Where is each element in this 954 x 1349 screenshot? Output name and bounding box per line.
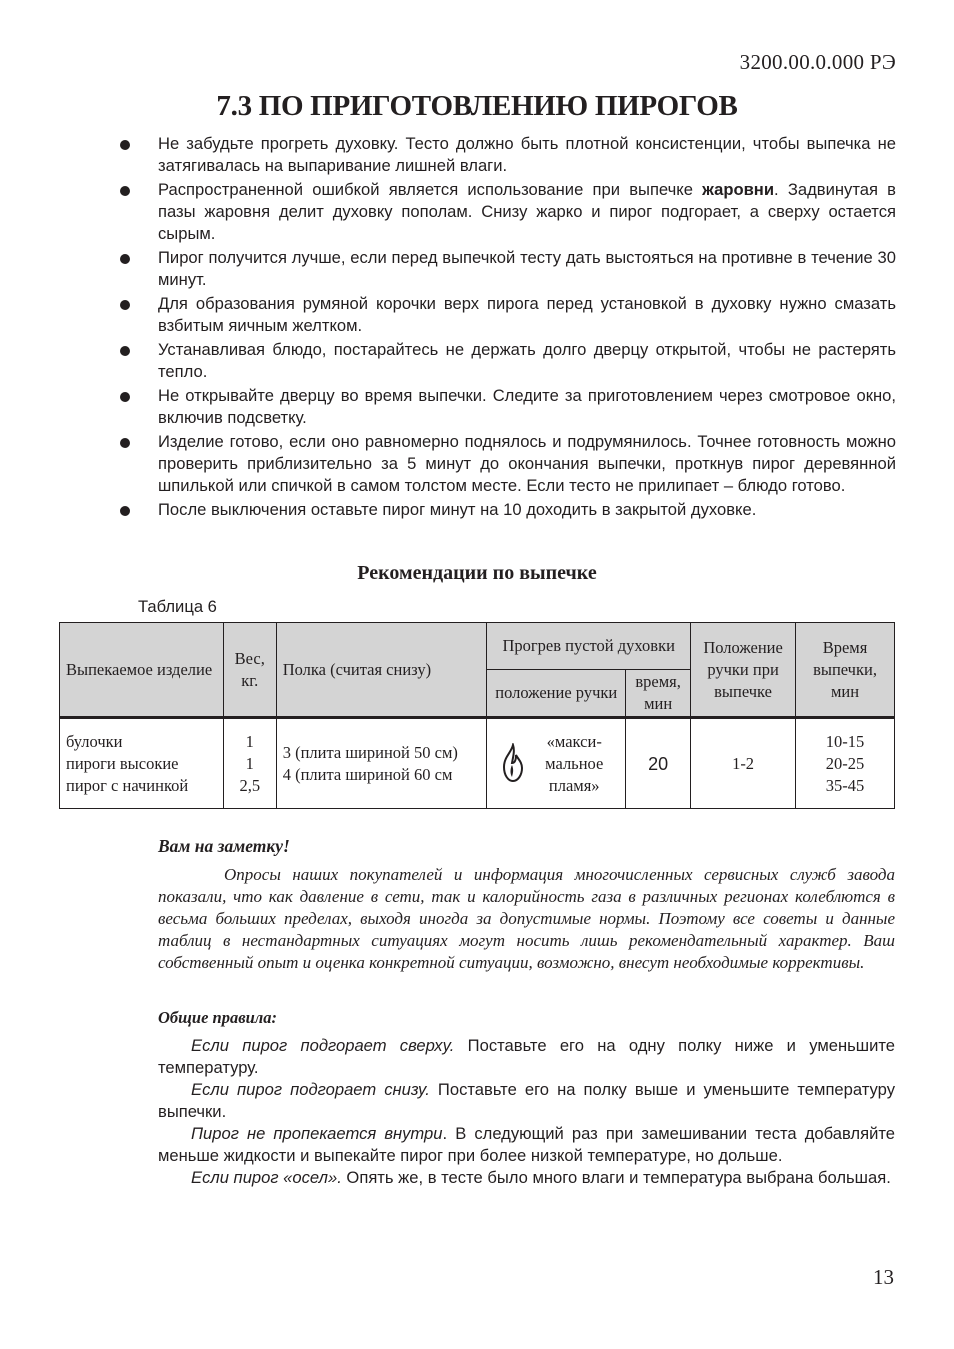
list-item: Распространенной ошибкой является использование при выпечке жаровни. Задвинутая в пазы жаровня делит духовку пополам. Снизу жарко и пирог подгорает, а сверху остается сырым. (118, 179, 896, 245)
list-item: Для образования румяной корочки верх пирога перед установкой в духовку нужно смазать взбитым яичным желтком. (118, 293, 896, 337)
page-number: 13 (873, 1265, 894, 1289)
header-product: Выпекаемое изделие (60, 623, 224, 718)
bullet-icon (120, 392, 130, 402)
flame-icon (501, 743, 525, 783)
header-bake-time: Время выпечки, мин (796, 623, 895, 718)
table-number: Таблица 6 (138, 597, 217, 616)
document-code: 3200.00.0.000 РЭ (739, 50, 896, 74)
cell-shelves: 3 (плита шириной 50 см) 4 (плита шириной 60 см (276, 718, 487, 809)
cell-preheat-time: 20 (626, 718, 691, 809)
bullet-icon (120, 506, 130, 516)
section-title: 7.3 ПО ПРИГОТОВЛЕНИЮ ПИРОГОВ (216, 90, 738, 122)
rule-item: Пирог не пропекается внутри. В следующий раз при замешивании теста добавляйте меньше жидкости и выпекайте пирог при более низкой температуре, но дольше. (158, 1124, 895, 1165)
rule-item: Если пирог подгорает снизу. Поставьте его на полку выше и уменьшите температуру выпечки. (158, 1080, 895, 1121)
cell-weights: 1 1 2,5 (223, 718, 276, 809)
list-item: После выключения оставьте пирог минут на 10 доходить в закрытой духовке. (118, 499, 896, 521)
rules-title: Общие правила: (158, 1008, 277, 1027)
note-title: Вам на заметку! (158, 836, 290, 856)
bullet-icon (120, 186, 130, 196)
cell-products: булочки пироги высокие пирог с начинкой (60, 718, 224, 809)
bullet-icon (120, 346, 130, 356)
list-item: Не забудьте прогреть духовку. Тесто должно быть плотной консистенции, чтобы выпечка не затягивалась на выпаривание лишней влаги. (118, 133, 896, 177)
cell-preheat-knob: «макси- мальное пламя» (487, 718, 626, 809)
tips-list (118, 133, 896, 523)
list-item: Изделие готово, если оно равномерно поднялось и подрумянилось. Точнее готовность можно проверить приблизительно за 5 минут до окончания выпечки, проткнув пирог деревянной шпилькой или спичкой в самом толстом месте. Если тесто не прилипает – блюдо готово. (118, 431, 896, 497)
header-shelf: Полка (считая снизу) (276, 623, 487, 718)
bullet-icon (120, 438, 130, 448)
cell-bake-times: 10-15 20-25 35-45 (796, 718, 895, 809)
header-preheat-time: время, мин (626, 670, 691, 718)
bullet-icon (120, 300, 130, 310)
table-caption: Рекомендации по выпечке (357, 562, 597, 584)
list-item: Пирог получится лучше, если перед выпечкой тесту дать выстояться на противне в течение 30 минут. (118, 247, 896, 291)
cell-knob-position: 1-2 (691, 718, 796, 809)
rule-item: Если пирог подгорает сверху. Поставьте его на одну полку ниже и уменьшите температуру. (158, 1036, 895, 1077)
header-preheat-knob: положение ручки (487, 670, 626, 718)
list-item: Не открывайте дверцу во время выпечки. Следите за приготовлением через смотровое окно, включив подсветку. (118, 385, 896, 429)
header-preheat: Прогрев пустой духовки (487, 623, 691, 670)
note-body: Опросы наших покупателей и информация многочисленных сервисных служб завода показали, что как давление в сети, так и калорийность газа в различных регионах колеблются в весьма больших пределах, выходя иногда за допустимые нормы. Поэтому все советы и данные таблиц в нестандартных ситуациях могут носить лишь рекомендательный характер. Ваш собственный опыт и оценка конкретной ситуации, возможно, внесут необходимые коррективы. (158, 865, 895, 972)
rule-item: Если пирог «осел». Опять же, в тесте было много влаги и температура выбрана большая. (191, 1168, 891, 1187)
header-knob-position: Положение ручки при выпечке (691, 623, 796, 718)
table-row (60, 718, 895, 809)
baking-recommendations-table (59, 622, 895, 809)
emphasis: жаровни (702, 180, 775, 199)
header-weight: Вес, кг. (223, 623, 276, 718)
list-item: Устанавливая блюдо, постарайтесь не держать долго дверцу открытой, чтобы не растерять тепло. (118, 339, 896, 383)
bullet-icon (120, 254, 130, 264)
bullet-icon (120, 140, 130, 150)
rules-list (158, 1035, 895, 1189)
